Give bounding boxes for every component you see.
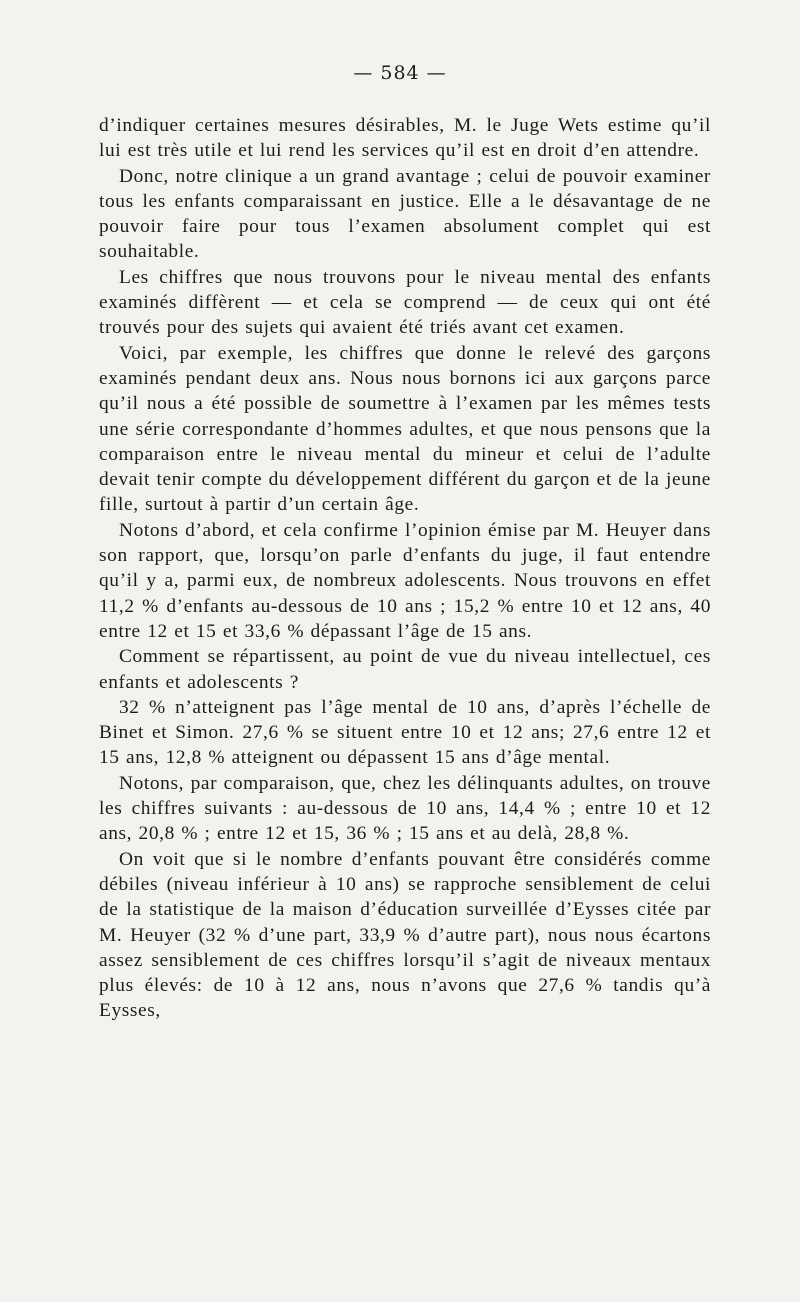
paragraph-binet-simon: 32 % n’atteignent pas l’âge mental de 10 ans, d’après l’échelle de Binet et Simon. 27,6 % se situent entre 10 et 12 ans; 27,6 entre 12 et 15 ans, 12,8 % atteignent ou dépassent 15 ans d’âge mental. bbox=[99, 696, 711, 769]
paragraph-boys-survey: Voici, par exemple, les chiffres que donne le relevé des garçons examinés pendant deux ans. Nous nous bornons ici aux garçons parce qu’il nous a été possible de soumettre à l’examen par les mêmes tests une série correspondante d’hommes adultes, et que nous pensons que la comparaison entre le niveau mental du mineur et celui de l’adulte devait tenir compte du développement différent du garçon et de la jeune fille, surtout à partir d’un certain âge. bbox=[99, 342, 711, 516]
paragraph-adult-comparison: Notons, par comparaison, que, chez les délinquants adultes, on trouve les chiffres suivants : au-dessous de 10 ans, 14,4 % ; entre 10 et 12 ans, 20,8 % ; entre 12 et 15, 36 % ; 15 ans et au delà, 28,8 %. bbox=[99, 772, 711, 845]
page-number: — 584 — bbox=[353, 62, 447, 84]
body-text bbox=[99, 113, 711, 1024]
paragraph-continuation: d’indiquer certaines mesures désirables, M. le Juge Wets estime qu’il lui est très utile et lui rend les services qu’il est en droit d’en attendre. bbox=[99, 115, 711, 162]
paragraph-clinic-advantage: Donc, notre clinique a un grand avantage ; celui de pouvoir examiner tous les enfants comparaissant en justice. Elle a le désavantage de ne pouvoir faire pour tous l’examen absolument complet qui est souhaitable. bbox=[99, 165, 711, 263]
paragraph-question: Comment se répartissent, au point de vue du niveau intellectuel, ces enfants et adolescents ? bbox=[99, 646, 711, 693]
paragraph-mental-level: Les chiffres que nous trouvons pour le niveau mental des enfants examinés diffèrent — et cela se comprend — de ceux qui ont été trouvés pour des sujets qui avaient été triés avant cet examen. bbox=[99, 266, 711, 339]
paragraph-eysses: On voit que si le nombre d’enfants pouvant être considérés comme débiles (niveau inférieur à 10 ans) se rapproche sensiblement de celui de la statistique de la maison d’éducation surveillée d’Eysses citée par M. Heuyer (32 % d’une part, 33,9 % d’autre part), nous nous écartons assez sensiblement de ces chiffres lorsqu’il s’agit de niveaux mentaux plus élevés: de 10 à 12 ans, nous n’avons que 27,6 % tandis qu’à Eysses, bbox=[99, 848, 711, 1022]
paragraph-age-distribution: Notons d’abord, et cela confirme l’opinion émise par M. Heuyer dans son rapport, que, lorsqu’on parle d’enfants du juge, il faut entendre qu’il y a, parmi eux, de nombreux adolescents. Nous trouvons en effet 11,2 % d’enfants au-dessous de 10 ans ; 15,2 % entre 10 et 12 ans, 40 entre 12 et 15 et 33,6 % dépassant l’âge de 15 ans. bbox=[99, 519, 711, 642]
